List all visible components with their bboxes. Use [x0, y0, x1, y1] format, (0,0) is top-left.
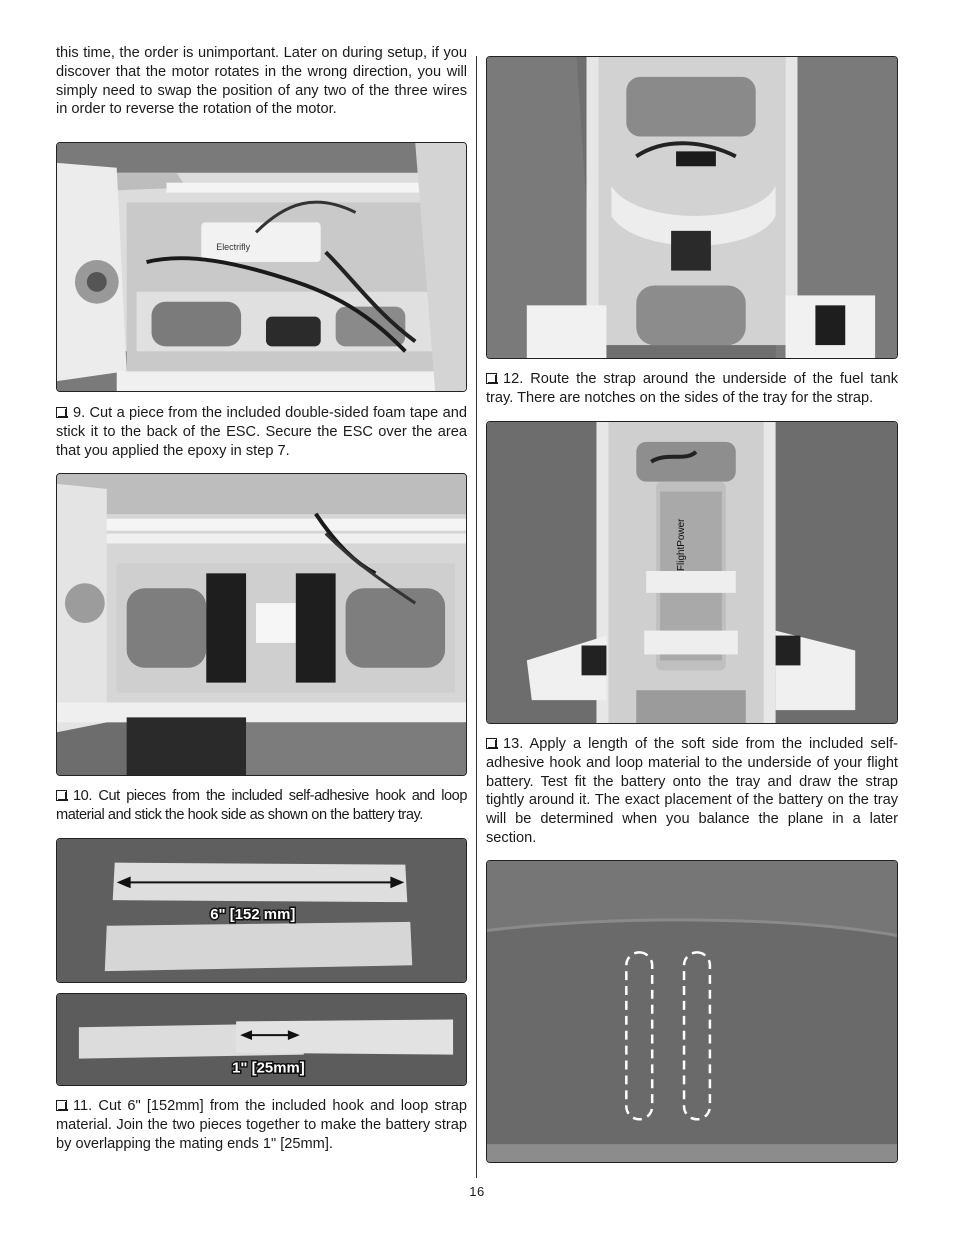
photo-esc-mounted	[56, 142, 467, 392]
checkbox-icon[interactable]	[56, 790, 67, 801]
photo-battery-underside	[486, 860, 898, 1163]
checkbox-icon[interactable]	[56, 407, 67, 418]
column-divider	[476, 56, 477, 1178]
overlap-label: 1" [25mm]	[232, 1060, 305, 1077]
checkbox-icon[interactable]	[56, 1100, 67, 1111]
step-10	[56, 787, 467, 825]
photo-strap-measure	[56, 838, 467, 983]
esc-label: Electrifly	[216, 242, 251, 253]
photo-battery-tray-hooks	[56, 473, 467, 776]
checkbox-icon[interactable]	[486, 373, 497, 384]
checkbox-icon[interactable]	[486, 738, 497, 749]
step-13	[486, 735, 898, 848]
step-12-text: 12. Route the strap around the underside of the fuel tank tray. There are notches on the sides of the tray for the strap.	[486, 371, 898, 406]
strap-length-label: 6" [152 mm]	[210, 906, 296, 923]
intro-paragraph: this time, the order is unimportant. Later on during setup, if you discover that the motor rotates in the wrong direction, you will simply need to swap the position of any two of the three wires in order to reverse the rotation of the motor.	[56, 45, 467, 118]
step-9-text: 9. Cut a piece from the included double-sided foam tape and stick it to the back of the ESC. Secure the ESC over the area that you applied the epoxy in step 7.	[56, 405, 467, 459]
photo-battery-strapped	[486, 421, 898, 724]
page-number: 16	[469, 1184, 485, 1199]
photo-strap-under-tray	[486, 56, 898, 359]
battery-label: FlightPower	[676, 518, 688, 572]
step-9	[56, 404, 467, 460]
step-12	[486, 370, 898, 408]
step-11	[56, 1097, 467, 1153]
step-13-text: 13. Apply a length of the soft side from the included self-adhesive hook and loop material to the underside of your flight battery. Test fit the battery onto the tray and draw the strap tightly around it. The exact placement of the battery on the tray will be determined when you balance the plane in a later section.	[486, 736, 898, 846]
photo-strap-overlap	[56, 993, 467, 1086]
step-10-text: 10. Cut pieces from the included self-adhesive hook and loop material and stick the hook side as shown on the battery tray.	[56, 788, 467, 823]
step-11-text: 11. Cut 6" [152mm] from the included hook and loop strap material. Join the two pieces together to make the battery strap by overlapping the mating ends 1" [25mm].	[56, 1098, 467, 1152]
